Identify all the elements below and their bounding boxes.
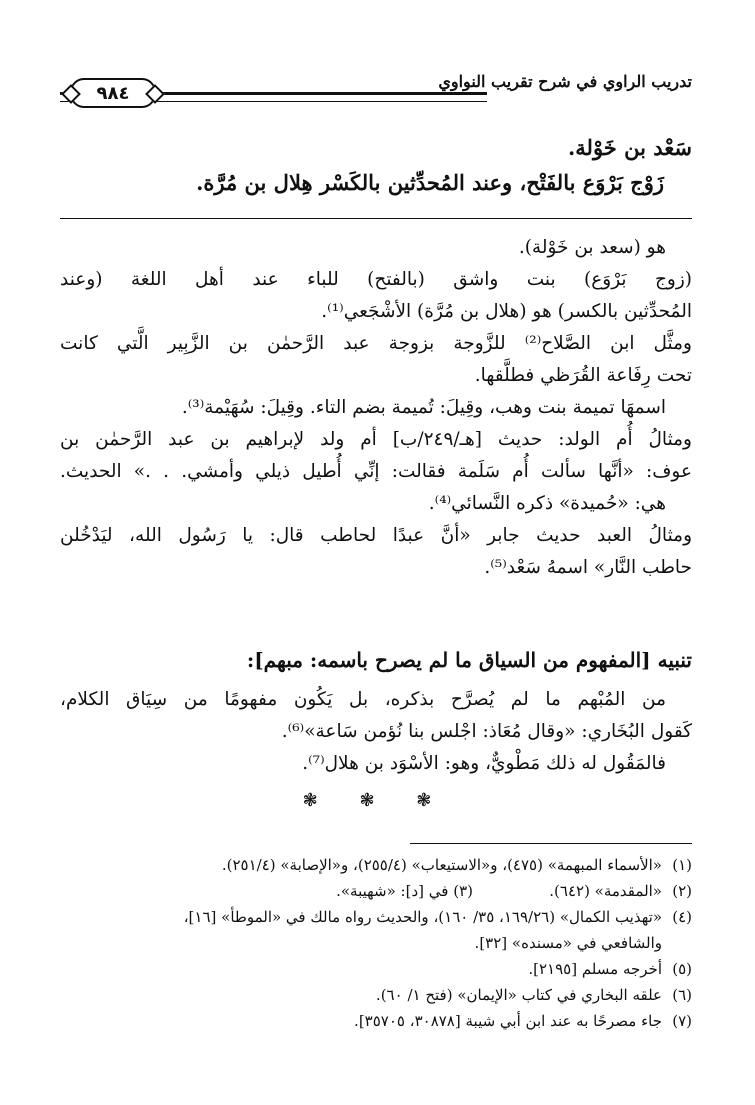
commentary-line: ومثالُ العبد حديث جابر «أنَّ عبدًا لحاطب قال: يا رَسُول الله، ليَدْخُلن <box>60 525 692 546</box>
footnote-number: (٤) <box>672 908 692 926</box>
commentary-line: هو (سعد بن خَوْلة). <box>518 237 666 258</box>
commentary-line: (زوج بَرْوَع) بنت واشق (بالفتح) للباء عند أهل اللغة (وعند <box>60 269 692 290</box>
footnote <box>60 852 692 878</box>
footnotes <box>60 852 692 1034</box>
footnote-continuation: والشافعي في «مسنده» [٣٢]. <box>474 934 662 952</box>
footnote-number: (١) <box>672 856 692 874</box>
footnote <box>60 1008 692 1034</box>
footnote-rule <box>410 843 692 844</box>
matn-divider <box>60 218 692 219</box>
commentary-line: حاطب النَّار» اسمهُ سَعْد⁽⁵⁾. <box>484 557 692 578</box>
footnote-number: (٦) <box>672 986 692 1004</box>
commentary-line: تحت رِفَاعة القُرَظي فطلَّقها. <box>474 365 692 386</box>
footnote-text: علقه البخاري في كتاب «الإيمان» (فتح ١/ ٦٠). <box>375 986 662 1004</box>
section-ornament: ❃ ❃ ❃ <box>302 790 450 811</box>
commentary-line: ومثَّل ابن الصَّلاح⁽²⁾ للزَّوجة بزوجة عبد الرَّحمٰن بن الزَّبِير الَّتي كانت <box>60 333 692 354</box>
commentary-line: المُحدِّثين بالكسر) هو (هلال بن مُرَّة) الأشْجَعي⁽¹⁾. <box>321 301 692 322</box>
book-title: تدريب الراوي في شرح تقريب النواوي <box>438 72 692 91</box>
page-number: ٩٨٤ <box>96 82 130 104</box>
commentary <box>60 232 692 584</box>
tanbih-line: من المُبْهم ما لم يُصرَّح بذكره، بل يَكُون مفهومًا من سِيَاق الكلام، <box>60 689 666 710</box>
tanbih-heading: تنبيه [المفهوم من السياق ما لم يصرح باسمه: مبهم]: <box>246 648 692 672</box>
commentary-line: ومثالُ أُم الولد: حديث [هـ/٢٤٩/ب] أم ولد لإبراهيم بن عبد الرَّحمٰن بن <box>60 429 692 450</box>
footnote-text: «المقدمة» (٦٤٢). (٣) في [د]: «شهيبة». <box>336 882 662 900</box>
tanbih-line: فالمَقُول له ذلك مَطْويٌّ، وهو: الأسْوَد بن هلال⁽⁷⁾. <box>302 753 666 774</box>
footnote-text: جاء مصرحًا به عند ابن أبي شيبة [٣٠٨٧٨، ٣٥٧٠٥]. <box>354 1012 662 1030</box>
footnote-number: (٥) <box>672 960 692 978</box>
footnote <box>60 982 692 1008</box>
footnote-text: «الأسماء المبهمة» (٤٧٥)، و«الاستيعاب» (٢٥٥/٤)، و«الإصابة» (٢٥١/٤). <box>221 856 662 874</box>
footnote-text: أخرجه مسلم [٢١٩٥]. <box>528 960 662 978</box>
matn-line-1: سَعْد بن خَوْلة. <box>567 135 692 160</box>
footnote-number: (٧) <box>672 1012 692 1030</box>
footnote <box>60 904 692 930</box>
footnote-text: «تهذيب الكمال» (١٦٩/٢٦، ٣٥/ ١٦٠)، والحديث رواه مالك في «الموطأ» [١٦]، <box>183 908 662 926</box>
footnote-number: (٢) <box>672 882 692 900</box>
tanbih-body <box>60 684 692 780</box>
commentary-line: اسمهَا تميمة بنت وهب، وقِيلَ: تُميمة بضم التاء. وقِيلَ: سُهَيْمة⁽³⁾. <box>181 397 666 418</box>
tanbih-line: كَقول البُخَاري: «وقال مُعَاذ: اجْلس بنا نُؤمن سَاعة»⁽⁶⁾. <box>281 721 692 742</box>
page-number-frame <box>70 78 156 108</box>
commentary-line: هي: «حُميدة» ذكره النَّسائي⁽⁴⁾. <box>428 493 666 514</box>
matn-line-2: زَوْج بَرْوَع بالفَتْح، وعند المُحدِّثين بالكَسْر هِلال بن مُرَّة. <box>196 170 664 195</box>
footnote <box>60 956 692 982</box>
commentary-line: عوف: «أنَّها سألت أُم سَلَمة فقالت: إنِّي أُطيل ذيلي وأمشي. . .» الحديث. <box>60 461 692 482</box>
running-header <box>60 68 692 108</box>
footnote <box>60 878 692 904</box>
